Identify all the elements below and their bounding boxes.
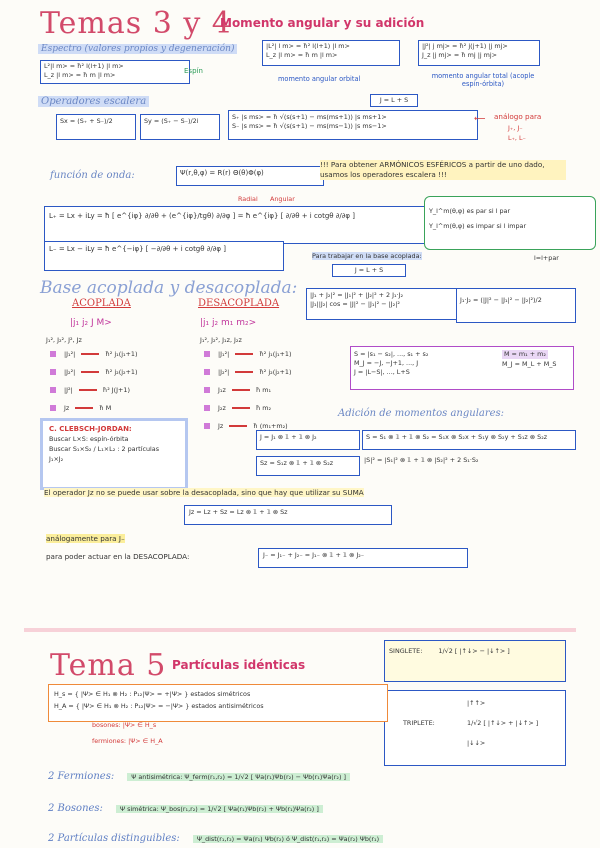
triplete-eq: 1/√2 [ |↑↓> + |↓↑> ] xyxy=(467,719,539,727)
tema34-subtitle: Momento angular y su adición xyxy=(220,16,425,30)
tema5-subtitle: Partículas idénticas xyxy=(172,658,306,672)
arrow-line xyxy=(79,389,97,391)
acoplada-row: Jz ħ M xyxy=(50,404,137,422)
desacoplada-list xyxy=(204,350,291,440)
total-box xyxy=(418,40,540,66)
parity-side: l=l+par xyxy=(534,254,559,262)
hilbert-sym: H_s = { |Ψ> ∈ H₁ ⊗ H₂ : P₁₂|Ψ> = +|Ψ> } estados simétricos xyxy=(54,690,251,698)
bullet-icon xyxy=(204,405,210,411)
parity-even: Y_l^m(θ,φ) es par si l par xyxy=(429,207,511,215)
cg-item: Buscar L×S: espín-órbita xyxy=(49,435,129,443)
cg-item: J₁×J₂ xyxy=(49,455,64,463)
cg-box xyxy=(40,418,188,490)
bullet-icon xyxy=(50,369,56,375)
analogamente-note: análogamente para J₋ xyxy=(46,534,125,543)
bosones-row xyxy=(48,796,323,815)
arrow-line xyxy=(235,353,253,355)
arrow-line xyxy=(229,425,247,427)
adicion-box-sz: Sz = S₁z ⊗ 𝟙 + 𝟙 ⊗ S₂z xyxy=(256,456,360,476)
desacoplada-row: |J₂²| ħ² j₂(j₂+1) xyxy=(204,368,291,386)
cg-title: C. CLEBSCH-JORDAN: xyxy=(49,425,132,433)
purple-eq-1: S = |s₁ − s₂|, ..., s₁ + s₂ xyxy=(354,350,429,358)
orbital-caption: momento angular orbital xyxy=(278,75,361,83)
triplete-eq: |↓↓> xyxy=(467,739,486,747)
desacoplada-row: |J₁²| ħ² j₁(j₁+1) xyxy=(204,350,291,368)
coupled-box xyxy=(306,288,460,320)
adicion-box-j: J = J₁ ⊗ 𝟙 + 𝟙 ⊗ J₂ xyxy=(256,430,360,450)
espectro-label: Espectro (valores propios y degeneración) xyxy=(38,44,237,54)
arrow-line xyxy=(235,371,253,373)
bullet-icon xyxy=(50,351,56,357)
total-eq-2: J_z |j mj> = ħ mj |j mj> xyxy=(422,51,498,59)
tema34-title: Temas 3 y 4 xyxy=(40,6,232,41)
triplete-box xyxy=(384,690,566,766)
coupled-eq-2: |J₁||J₂| cos = |J|² − |J₁|² − |J₂|² xyxy=(310,300,400,308)
actuar-note: para poder actuar en la DESACOPLADA: xyxy=(46,552,190,561)
hilbert-antisym: H_A = { |Ψ> ∈ H₁ ⊗ H₂ : P₁₂|Ψ> = −|Ψ> } estados antisimétricos xyxy=(54,702,264,710)
bullet-icon xyxy=(204,351,210,357)
jsum-box: J = L + S xyxy=(370,94,418,107)
base-label: Base acoplada y desacoplada: xyxy=(40,278,298,298)
singlete-label: SINGLETE: xyxy=(389,647,423,655)
acoplada-ops: J₁², J₂², J², Jz xyxy=(46,336,82,344)
lminus-box: L₋ = Lx − iLy = ħ e^{−iφ} [ −∂/∂θ + i cotgθ ∂/∂φ ] xyxy=(44,241,284,271)
ladder-eq-plus: S₊ |s ms> = ħ √(s(s+1) − ms(ms+1)) |s ms+1> xyxy=(232,113,387,121)
hilbert-box xyxy=(48,684,388,722)
sx-box: Sx = (S₊ + S₋)/2 xyxy=(56,114,136,140)
operadores-label: Operadores escalera xyxy=(38,96,149,107)
orbital-eq-1: |L²| l m> = ħ² l(l+1) |l m> xyxy=(266,42,350,50)
acoplada-row: |J²| ħ² J(J+1) xyxy=(50,386,137,404)
orbital-eq-2: L_z |l m> = ħ m |l m> xyxy=(266,51,338,59)
parity-box xyxy=(424,196,596,250)
spin-eq-1: L²|l m> = ħ² l(l+1) |l m> xyxy=(44,62,124,70)
spin-caption: Espín xyxy=(184,67,203,75)
acoplada-title: ACOPLADA xyxy=(72,298,131,309)
cg-item: Buscar S₁×S₂ / L₁×L₂ : 2 partículas xyxy=(49,445,160,453)
actuar-box: J₋ = J₁₋ + J₂₋ = J₁₋ ⊗ 𝟙 + 𝟙 ⊗ J₂₋ xyxy=(258,548,468,568)
distinguibles-eq: Ψ_dist(r₁,r₂) = Ψa(r₁) Ψb(r₂) ó Ψ_dist(r₁,r₂) = Ψa(r₂) Ψb(r₁) xyxy=(193,835,383,843)
bullet-icon xyxy=(204,423,210,429)
acoplada-row: |J₂²| ħ² j₂(j₂+1) xyxy=(50,368,137,386)
arrow-line xyxy=(75,407,93,409)
bullet-icon xyxy=(50,387,56,393)
desacoplada-ops: J₁², J₂², J₁z, J₂z xyxy=(200,336,242,344)
psi-box: Ψ(r,θ,φ) = R(r) Θ(θ)Φ(φ) xyxy=(176,166,324,186)
analogo-item-j: J₊, J₋ xyxy=(508,124,523,132)
desacoplada-title: DESACOPLADA xyxy=(198,298,280,309)
ladder-eq-minus: S₋ |s ms> = ħ √(s(s+1) − ms(ms−1)) |s ms−1> xyxy=(232,122,387,130)
spin-eq-2: L_z |l m> = ħ m |l m> xyxy=(44,71,116,79)
ladder-box xyxy=(228,110,478,140)
analogo-label: análogo para xyxy=(494,112,542,121)
radial-caption: Radial xyxy=(238,195,258,203)
adicion-eq-s2: |S|² = |S₁|² ⊗ 𝟙 + 𝟙 ⊗ |S₂|² + 2 S₁·S₂ xyxy=(364,456,479,464)
purple-right-2: M_J = M_L + M_S xyxy=(502,360,557,368)
jz-box: Jz = Lz + Sz = Lz ⊗ 𝟙 + 𝟙 ⊗ Sz xyxy=(184,505,392,525)
arrow-line xyxy=(232,389,250,391)
armonicos-note: !!! Para obtener ARMÓNICOS ESFÉRICOS a partir de uno dado, usamos los operadores escalera !!! xyxy=(320,160,566,180)
spin-spectrum-box xyxy=(40,60,190,84)
bullet-icon xyxy=(204,369,210,375)
singlete-box xyxy=(384,640,566,682)
total-eq-1: |J²| j mj> = ħ² j(j+1) |j mj> xyxy=(422,42,508,50)
purple-right-1: M = m₁ + m₂ xyxy=(504,350,546,358)
acoplada-row: |J₁²| ħ² j₁(j₁+1) xyxy=(50,350,137,368)
acoplada-list xyxy=(50,350,137,422)
desacoplada-row: Jz ħ (m₁+m₂) xyxy=(204,422,291,440)
analogo-item-l: L₊, L₋ xyxy=(508,134,526,142)
bosones-label: 2 Bosones: xyxy=(48,803,103,814)
distinguibles-row xyxy=(48,826,383,845)
acoplada-ket: |j₁ j₂ J M> xyxy=(70,318,112,328)
arrow-line xyxy=(81,371,99,373)
orbital-box xyxy=(262,40,400,66)
purple-eq-2: M_J = −J, −J+1, ..., J xyxy=(354,359,419,367)
trabajar-note: Para trabajar en la base acoplada: xyxy=(312,252,422,260)
jz-note: El operador Jz no se puede usar sobre la desacoplada, sino que hay que utilizar su SUMA xyxy=(44,488,364,497)
fermiones-label: 2 Fermiones: xyxy=(48,771,115,782)
adicion-label: Adición de momentos angulares: xyxy=(338,408,505,419)
coupled-box-right: J₁·J₂ = (|J|² − |J₁|² − |J₂|²)/2 xyxy=(456,288,576,323)
desacoplada-row: J₁z ħ m₁ xyxy=(204,386,291,404)
bosones-note: bosones: |Ψ> ∈ H_s xyxy=(92,721,157,729)
desacoplada-ket: |j₁ j₂ m₁ m₂> xyxy=(200,318,257,328)
bosones-eq: Ψ simétrica: Ψ_bos(r₁,r₂) = 1/√2 [ Ψa(r₁)Ψb(r₂) + Ψb(r₁)Ψa(r₂) ] xyxy=(116,805,323,813)
bullet-icon xyxy=(50,405,56,411)
funcion-label: función de onda: xyxy=(50,170,135,181)
purple-eq-3: J = |L−S|, ..., L+S xyxy=(354,368,410,376)
fermiones-note: fermiones: |Ψ> ∈ H_A xyxy=(92,737,163,745)
arrow-line xyxy=(232,407,250,409)
distinguibles-label: 2 Partículas distinguibles: xyxy=(48,833,180,844)
sy-box: Sy = (S₊ − S₋)/2i xyxy=(140,114,220,140)
desacoplada-row: J₂z ħ m₂ xyxy=(204,404,291,422)
parity-odd: Y_l^m(θ,φ) es impar si l impar xyxy=(429,222,527,230)
tema5-title: Tema 5 xyxy=(50,648,167,683)
arrow-line xyxy=(81,353,99,355)
angular-caption: Angular xyxy=(270,195,295,203)
lplus-box: L₊ = Lx + iLy = ħ [ e^{iφ} ∂/∂θ + (e^{iφ}/tgθ) ∂/∂φ ] = ħ e^{iφ} [ ∂/∂θ + i cotgθ ∂/∂φ ] xyxy=(44,206,428,244)
analogo-arrow-icon: ⟵ xyxy=(474,114,486,123)
trabajar-box: J = L + S xyxy=(332,264,406,277)
total-caption: momento angular total (acople espín-órbita) xyxy=(431,72,535,88)
singlete-eq: 1/√2 [ |↑↓> − |↓↑> ] xyxy=(438,647,510,655)
triplete-label: TRIPLETE: xyxy=(403,719,435,727)
triplete-eq: |↑↑> xyxy=(467,699,486,707)
adicion-box-s: S = S₁ ⊗ 𝟙 + 𝟙 ⊗ S₂ = S₁x ⊗ S₂x + S₁y ⊗ S₂y + S₁z ⊗ S₂z xyxy=(362,430,576,450)
fermiones-eq: Ψ antisimétrica: Ψ_ferm(r₁,r₂) = 1/√2 [ Ψa(r₁)Ψb(r₂) − Ψb(r₁)Ψa(r₂) ] xyxy=(127,773,350,781)
fermiones-row xyxy=(48,764,350,783)
bullet-icon xyxy=(204,387,210,393)
coupled-eq-1: |J₁ + J₂|² = |J₁|² + |J₂|² + 2 J₁·J₂ xyxy=(310,291,404,299)
section-divider xyxy=(24,628,576,632)
